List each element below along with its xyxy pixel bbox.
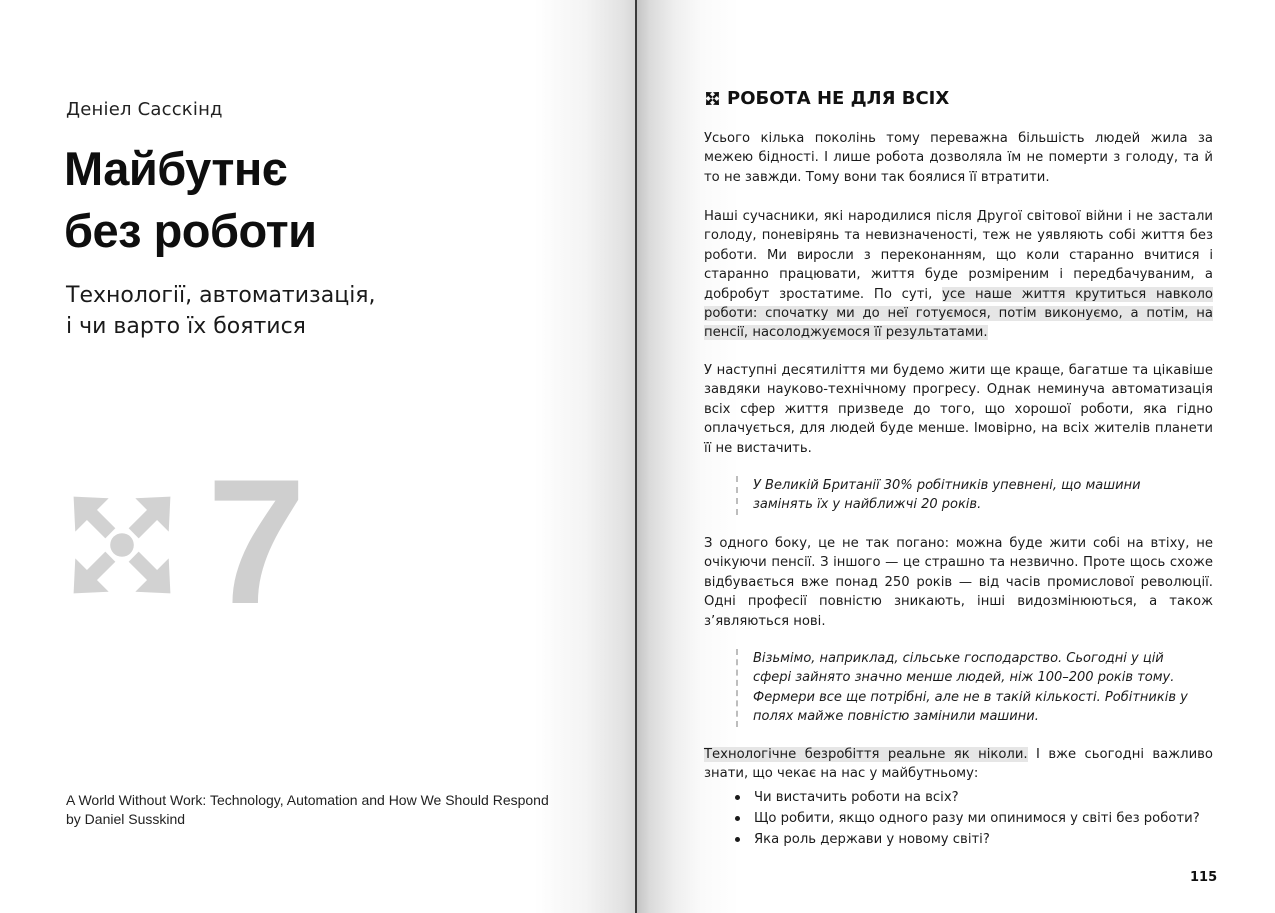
paragraph-5 — [704, 745, 1213, 784]
arrows-expand-icon — [704, 90, 721, 107]
paragraph-5-highlight: Технологічне безробіття реальне як ніколи. — [704, 747, 1028, 762]
book-title-line-1: Майбутнє — [64, 142, 288, 195]
original-title-block — [66, 791, 606, 829]
book-subtitle-line-1: Технології, автоматизація, — [66, 283, 376, 308]
question-list — [732, 787, 1212, 850]
book-subtitle — [66, 280, 586, 342]
book-title-line-2: без роботи — [64, 204, 317, 257]
paragraph-1 — [704, 129, 1213, 187]
arrows-expand-icon — [63, 486, 181, 604]
list-item: Яка роль держави у новому світі? — [732, 829, 1212, 850]
paragraph-5-text — [704, 745, 1213, 784]
list-item: Чи вистачить роботи на всіх? — [732, 787, 1212, 808]
right-page — [637, 0, 1275, 913]
quote-2: Візьмімо, наприклад, сільське господарство. Сьогодні у цій сфері зайнято значно менше людей, ніж 100–200 років тому. Фермери все ще потрібні, але не в такій кількості. Робітників у полях майже повністю замінили машини. — [736, 649, 1193, 727]
quote-1: У Великій Британії 30% робітників упевнені, що машини замінять їх у найближчі 20 років. — [736, 476, 1193, 515]
paragraph-5-rest: І вже сьогодні важливо знати, що чекає на нас у майбутньому: — [704, 747, 1213, 782]
paragraph-2-highlight: усе наше життя крутиться навколо роботи: спочатку ми до неї готуємося, потім виконуємо, а потім, на пенсії, насолоджуємося її результатами. — [704, 286, 1213, 341]
author-name: Деніел Сасскінд — [66, 99, 223, 120]
paragraph-4 — [704, 534, 1213, 631]
paragraph-1-text: Усього кілька поколінь тому переважна більшість людей жила за межею бідності. І лише робота дозволяла їм не померти з голоду, та й то не завжди. Тому вони так боялися її втратити. — [704, 131, 1213, 185]
book-title — [64, 138, 584, 262]
chapter-number: 7 — [207, 442, 306, 641]
paragraph-2-lead: Наші сучасники, які народилися після Другої світової війни і не застали голоду, поневірянь та невизначеності, теж не уявляють собі життя без роботи. Ми виросли з переконанням, що коли старанно вчитися і старанно працювати, життя буде розміреним і передбачуваним, а добробут зростатиме. По суті, — [704, 209, 1213, 302]
section-title: РОБОТА НЕ ДЛЯ ВСІХ — [727, 88, 950, 109]
paragraph-3-text: У наступні десятиліття ми будемо жити ще краще, багатше та цікавіше завдяки науково-технічному прогресу. Однак неминуча автоматизація всіх сфер життя призведе до того, що хорошої роботи, яка гідно оплачується, для людей буде менше. Імовірно, на всіх жителів планети її не вистачить. — [704, 363, 1213, 456]
book-subtitle-line-2: і чи варто їх боятися — [66, 314, 306, 339]
list-item: Що робити, якщо одного разу ми опинимося у світі без роботи? — [732, 808, 1212, 829]
paragraph-2-text — [704, 207, 1213, 343]
left-page — [0, 0, 636, 913]
original-author: by Daniel Susskind — [66, 811, 186, 827]
paragraph-4-text: З одного боку, це не так погано: можна буде жити собі на втіху, не очікуючи пенсії. З іншого — це страшно та незвично. Проте щось схоже відбувається вже понад 250 років — від часів промислової революції. Одні професії повністю зникають, інші видозмінюються, а також з’являються нові. — [704, 536, 1213, 629]
original-title: A World Without Work: Technology, Automation and How We Should Respond — [66, 792, 549, 808]
paragraph-3 — [704, 361, 1213, 458]
paragraph-2 — [704, 207, 1213, 343]
page-number: 115 — [1190, 870, 1218, 885]
section-heading — [704, 88, 949, 109]
